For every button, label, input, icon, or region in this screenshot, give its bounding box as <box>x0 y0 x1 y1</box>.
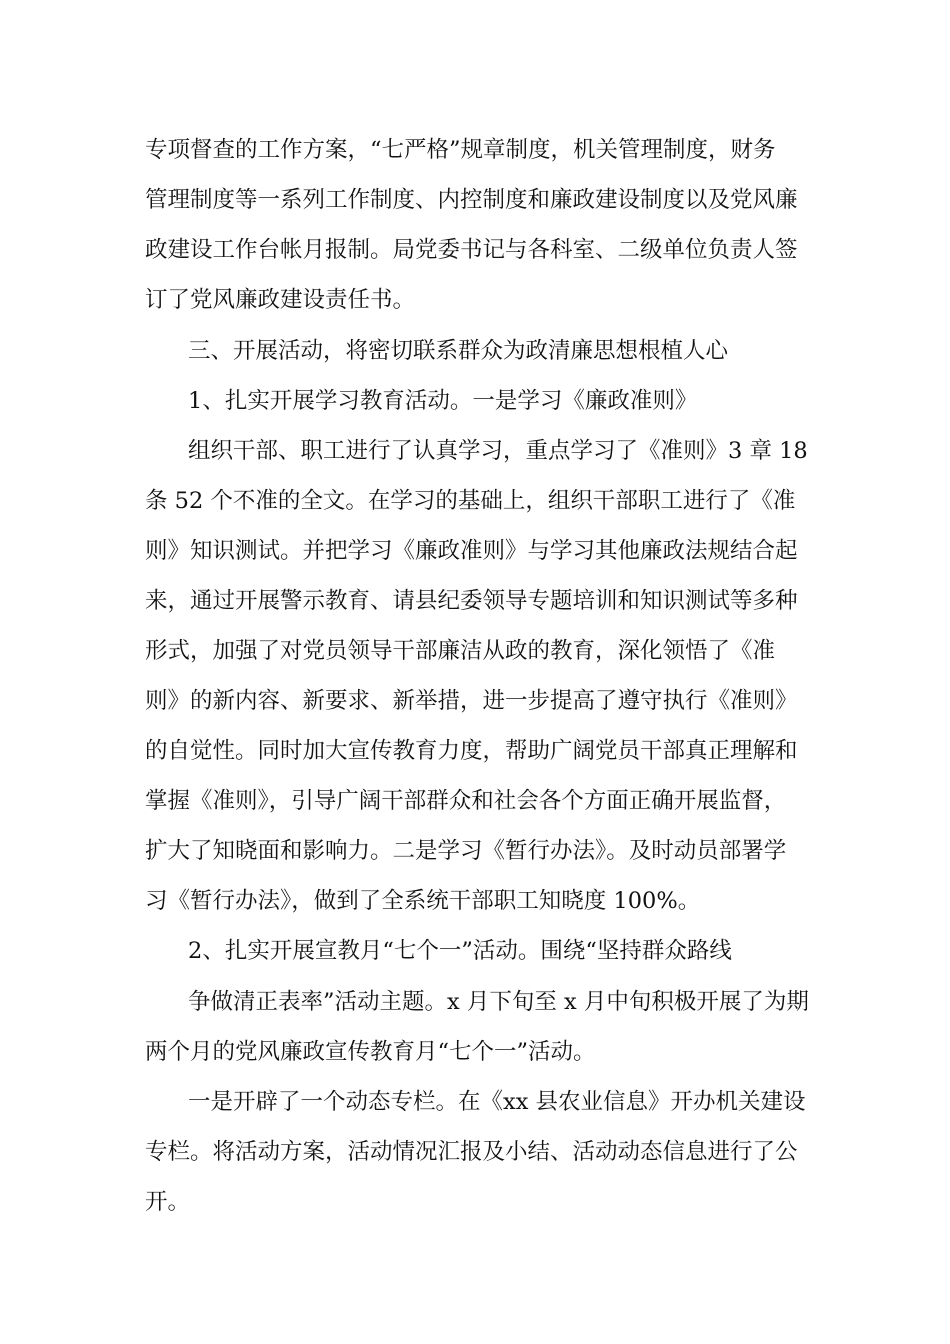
text-line: 掌握《准则》，引导广阔干部群众和社会各个方面正确开展监督， <box>145 788 787 814</box>
text-line: 则》知识测试。并把学习《廉政准则》与学习其他廉政法规结合起 <box>145 538 798 564</box>
text-line: 组织干部、职工进行了认真学习，重点学习了《准则》3 章 18 <box>188 438 808 464</box>
text-line: 专栏。将活动方案，活动情况汇报及小结、活动动态信息进行了公 <box>145 1139 798 1165</box>
text-line: 专项督查的工作方案，“七严格”规章制度，机关管理制度，财务 <box>145 137 776 163</box>
text-line: 条 52 个不准的全文。在学习的基础上，组织干部职工进行了《准 <box>145 488 796 514</box>
text-line: 管理制度等一系列工作制度、内控制度和廉政建设制度以及党风廉 <box>145 187 798 213</box>
text-line: 习《暂行办法》，做到了全系统干部职工知晓度 100%。 <box>145 888 701 914</box>
subsection-heading: 2、扎实开展宣教月“七个一”活动。围绕“坚持群众路线 <box>188 938 732 964</box>
text-line: 开。 <box>145 1189 191 1215</box>
text-line: 则》的新内容、新要求、新举措，进一步提高了遵守执行《准则》 <box>145 688 798 714</box>
text-line: 的自觉性。同时加大宣传教育力度，帮助广阔党员干部真正理解和 <box>145 738 798 764</box>
text-line: 订了党风廉政建设责任书。 <box>145 287 416 313</box>
text-line: 来，通过开展警示教育、请县纪委领导专题培训和知识测试等多种 <box>145 588 798 614</box>
text-line: 形式，加强了对党员领导干部廉洁从政的教育，深化领悟了《准 <box>145 638 776 664</box>
text-line: 争做清正表率”活动主题。x 月下旬至 x 月中旬积极开展了为期 <box>188 989 809 1015</box>
subsection-heading: 1、扎实开展学习教育活动。一是学习《廉政准则》 <box>188 388 698 414</box>
text-line: 一是开辟了一个动态专栏。在《xx 县农业信息》开办机关建设 <box>188 1089 806 1115</box>
section-heading: 三、开展活动，将密切联系群众为政清廉思想根植人心 <box>188 338 729 364</box>
text-line: 扩大了知晓面和影响力。二是学习《暂行办法》。及时动员部署学 <box>145 838 787 864</box>
text-line: 政建设工作台帐月报制。局党委书记与各科室、二级单位负责人签 <box>145 237 798 263</box>
text-line: 两个月的党风廉政宣传教育月“七个一”活动。 <box>145 1039 596 1065</box>
